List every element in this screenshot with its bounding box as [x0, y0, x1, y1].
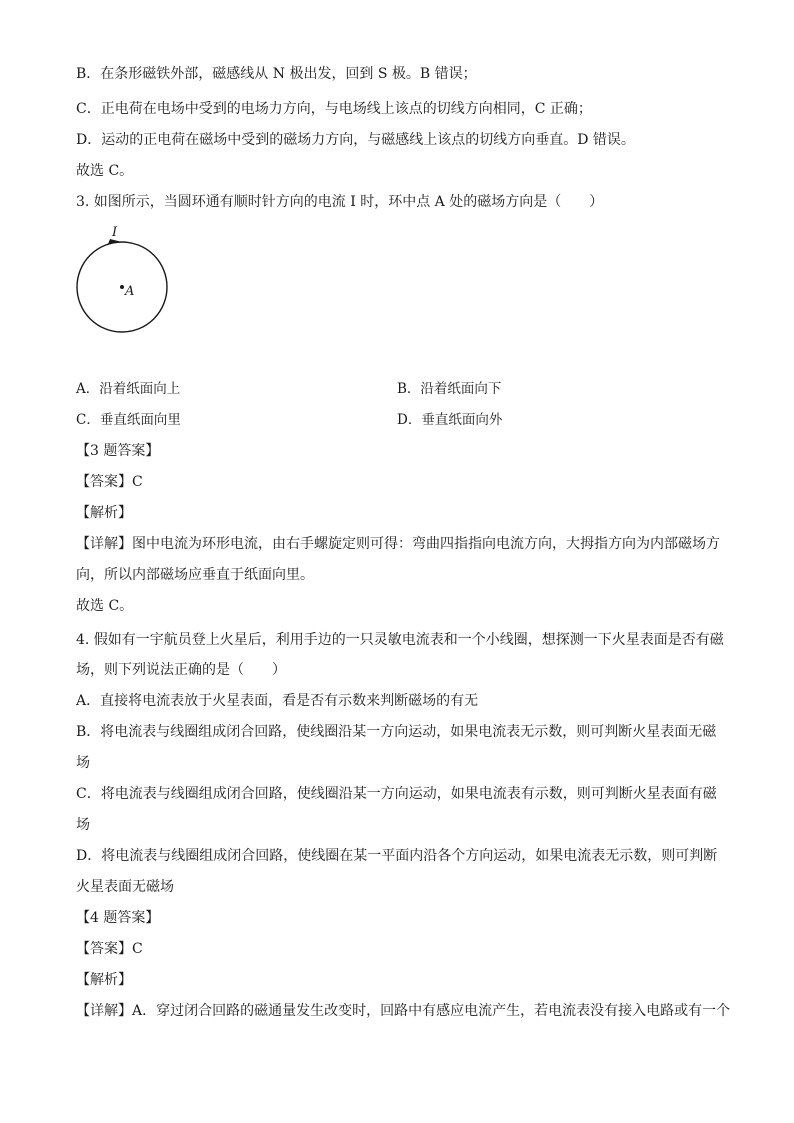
- q3-option-d: D．垂直纸面向外: [397, 412, 503, 428]
- q3-detail: 向，所以内部磁场应垂直于纸面向里。: [76, 567, 314, 583]
- q4-answer: 【答案】C: [76, 941, 143, 957]
- q3-option-c: C．垂直纸面向里: [76, 412, 181, 428]
- current-label: I: [112, 225, 118, 240]
- question-4-stem: 4. 假如有一宇航员登上火星后，利用手边的一只灵敏电流表和一个小线圈，想探测一下火星表面是否有磁: [76, 632, 724, 648]
- ring-current-figure: [70, 224, 180, 338]
- q3-analysis-label: 【解析】: [76, 505, 132, 521]
- q4-analysis-label: 【解析】: [76, 972, 132, 988]
- question-4-stem: 场，则下列说法正确的是（ ）: [76, 662, 286, 678]
- q3-option-b: B．沿着纸面向下: [397, 381, 502, 397]
- ring-diagram: [70, 224, 180, 338]
- text-line: C．正电荷在电场中受到的电场力方向，与电场线上该点的切线方向相同，C 正确；: [76, 101, 592, 117]
- q3-option-a: A．沿着纸面向上: [76, 381, 181, 397]
- q4-option-d: D．将电流表与线圈组成闭合回路，使线圈在某一平面内沿各个方向运动，如果电流表无示数，则可判断: [76, 848, 718, 864]
- q4-answer-tag: 【4 题答案】: [76, 910, 160, 926]
- text-line: 故选 C。: [76, 163, 134, 179]
- q4-detail: 【详解】A．穿过闭合回路的磁通量发生改变时，回路中有感应电流产生，若电流表没有接入电路或有一个: [76, 1003, 731, 1019]
- text-line: B．在条形磁铁外部，磁感线从 N 极出发，回到 S 极。B 错误；: [76, 66, 477, 82]
- q3-select: 故选 C。: [76, 598, 134, 614]
- q4-option-c: C．将电流表与线圈组成闭合回路，使线圈沿某一方向运动，如果电流表有示数，则可判断火星表面有磁: [76, 786, 717, 802]
- q4-option-b: B．将电流表与线圈组成闭合回路，使线圈沿某一方向运动，如果电流表无示数，则可判断火星表面无磁: [76, 724, 717, 740]
- text-line: D．运动的正电荷在磁场中受到的磁场力方向，与磁感线上该点的切线方向垂直。D 错误。: [76, 132, 635, 148]
- question-3-stem: 3. 如图所示，当圆环通有顺时针方向的电流 I 时，环中点 A 处的磁场方向是（ ）: [76, 194, 604, 210]
- q3-answer: 【答案】C: [76, 474, 143, 490]
- q4-option-d: 火星表面无磁场: [76, 879, 174, 895]
- point-a-label: A: [125, 284, 135, 299]
- q4-option-a: A．直接将电流表放于火星表面，看是否有示数来判断磁场的有无: [76, 693, 479, 709]
- q4-option-b: 场: [76, 755, 90, 771]
- q3-answer-tag: 【3 题答案】: [76, 443, 160, 459]
- point-a-dot: [120, 285, 124, 289]
- q3-detail: 【详解】图中电流为环形电流，由右手螺旋定则可得：弯曲四指指向电流方向，大拇指方向为内部磁场方: [76, 536, 720, 552]
- q4-option-c: 场: [76, 817, 90, 833]
